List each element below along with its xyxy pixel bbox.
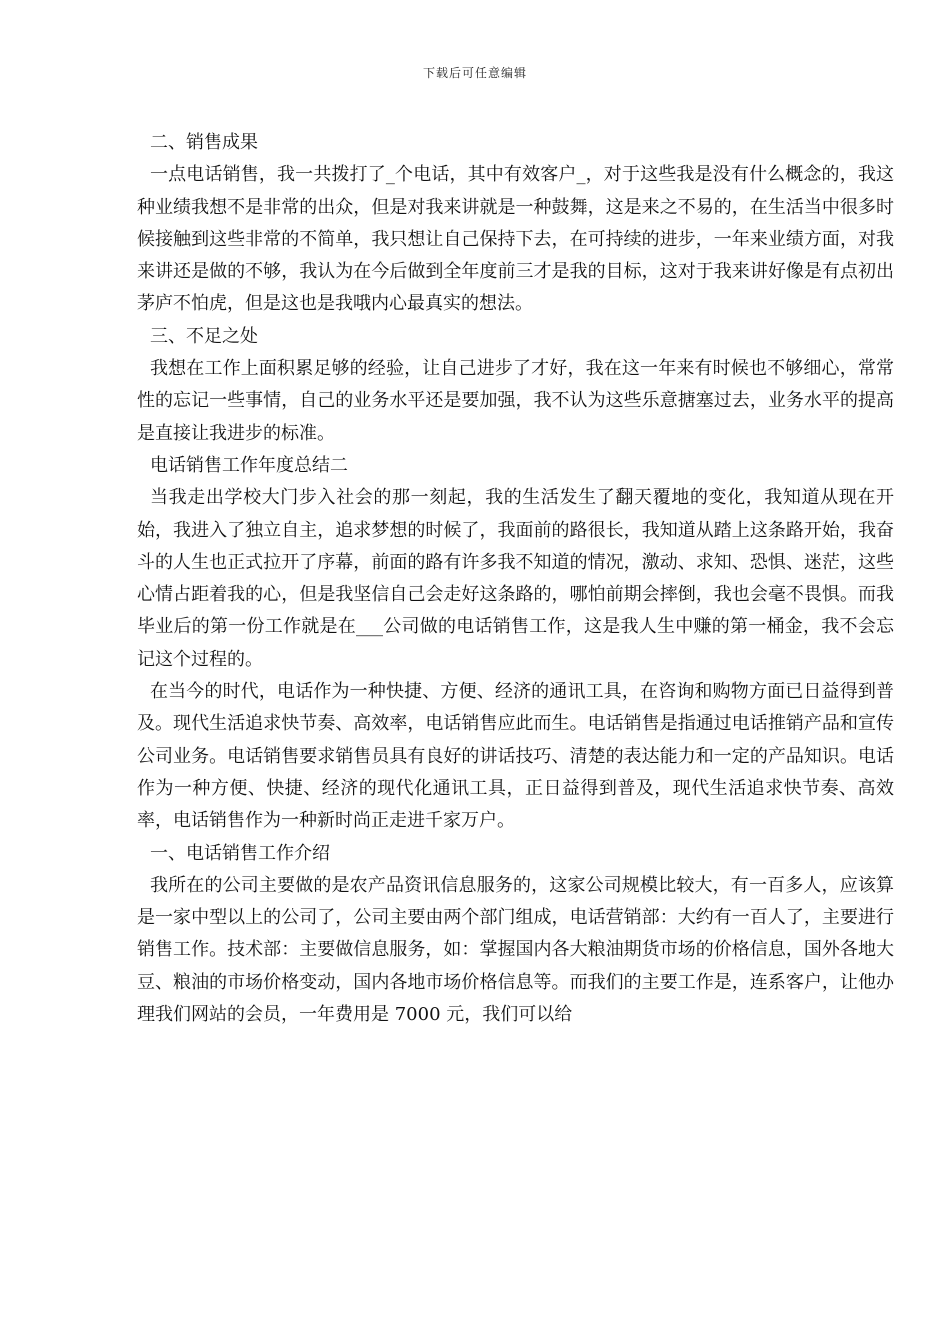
paragraph-leaving-school: 当我走出学校大门步入社会的那一刻起，我的生活发生了翻天覆地的变化，我知道从现在开始，我进入了独立自主，追求梦想的时候了，我面前的路很长，我知道从踏上这条路开始，我奋斗的人生也正式拉开了序幕，前面的路有许多我不知道的情况，激动、求知、恐惧、迷茫，这些心情占距着我的心，但是我坚信自己会走好这条路的，哪怕前期会摔倒，我也会毫不畏惧。而我毕业后的第一份工作就是在___公司做的电话销售工作，这是我人生中赚的第一桶金，我不会忘记这个过程的。 — [137, 487, 894, 670]
paragraph-company-intro: 我所在的公司主要做的是农产品资讯信息服务的，这家公司规模比较大，有一百多人，应该算是一家中型以上的公司了，公司主要由两个部门组成，电话营销部：大约有一百人了，主要进行销售工作。技术部：主要做信息服务，如：掌握国内各大粮油期货市场的价格信息，国外各地大豆、粮油的市场价格变动，国内各地市场价格信息等。而我们的主要工作是，连系客户，让他办理我们网站的会员，一年费用是 7000 元，我们可以给 — [137, 874, 894, 1026]
section-heading-work-intro: 一、电话销售工作介绍 — [150, 842, 330, 864]
paragraph-shortcomings: 我想在工作上面积累足够的经验，让自己进步了才好，我在这一年来有时候也不够细心，常常性的忘记一些事情，自己的业务水平还是要加强，我不认为这些乐意搪塞过去，业务水平的提高是直接让我进步的标准。 — [137, 358, 894, 444]
document-subtitle-summary-two: 电话销售工作年度总结二 — [150, 454, 348, 476]
paragraph-sales-results: 一点电话销售，我一共拨打了_个电话，其中有效客户_，对于这些我是没有什么概念的，我这种业绩我想不是非常的出众，但是对我来讲就是一种鼓舞，这是来之不易的，在生活当中很多时候接触到这些非常的不简单，我只想让自己保持下去，在可持续的进步，一年来业绩方面，对我来讲还是做的不够，我认为在今后做到全年度前三才是我的目标，这对于我来讲好像是有点初出茅庐不怕虎，但是这也是我哦内心最真实的想法。 — [137, 164, 894, 315]
page-header-note: 下载后可任意编辑 — [422, 66, 527, 80]
section-heading-sales-results: 二、销售成果 — [150, 132, 258, 153]
section-heading-shortcomings: 三、不足之处 — [150, 325, 258, 347]
document-body — [137, 127, 894, 1031]
paragraph-phone-sales-era: 在当今的时代，电话作为一种快捷、方便、经济的通讯工具，在咨询和购物方面已日益得到普及。现代生活追求快节奏、高效率，电话销售应此而生。电话销售是指通过电话推销产品和宣传公司业务。电话销售要求销售员具有良好的讲话技巧、清楚的表达能力和一定的产品知识。电话作为一种方便、快捷、经济的现代化通讯工具，正日益得到普及，现代生活追求快节奏、高效率，电话销售作为一种新时尚正走进千家万户。 — [137, 681, 894, 832]
